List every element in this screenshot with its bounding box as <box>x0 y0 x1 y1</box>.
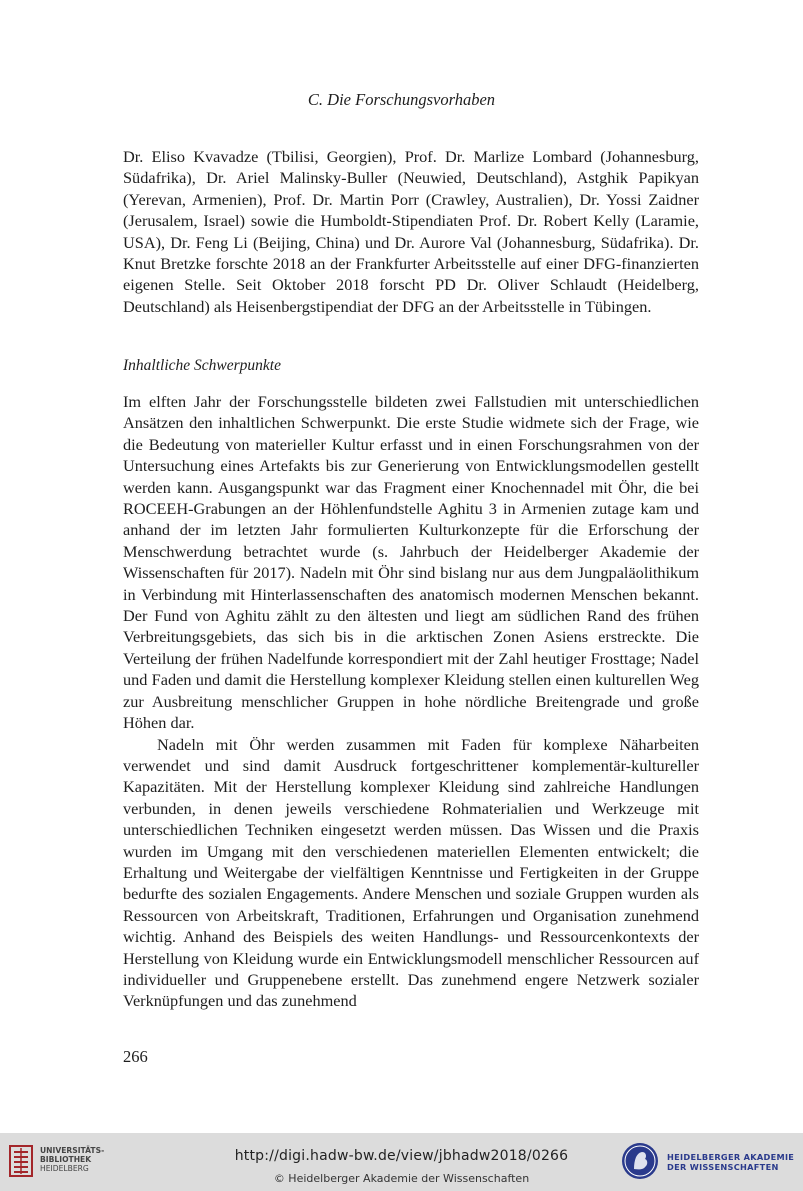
academy-seal-icon <box>620 1141 660 1181</box>
academy-logo[interactable] <box>620 1141 800 1183</box>
page-number: 266 <box>123 1047 148 1066</box>
paragraph: Im elften Jahr der Forschungsstelle bildeten zwei Fallstudien mit unterschiedlichen Ansätzen den inhaltlichen Schwerpunkt. Die erste Studie widmete sich der Frage, wie die Bedeutung von materieller Kultur erfasst und in einen Forschungsrahmen von der Untersuchung eines Artefakts bis zur Generierung von Entwicklungsmodellen gestellt werden kann. Ausgangspunkt war das Fragment einer Knochennadel mit Öhr, die bei ROCEEH-Grabungen an der Höhlenfundstelle Aghitu 3 in Armenien zutage kam und anhand der im letzten Jahr formulierten Kulturkonzepte für die Erforschung der Menschwerdung betrachtet wurde (s. Jahrbuch der Heidelberger Akademie der Wissenschaften für 2017). Nadeln mit Öhr sind bislang nur aus dem Jungpaläolithikum in Verbindung mit Hinterlassenschaften des anatomisch modernen Menschen bekannt. Der Fund von Aghitu zählt zu den ältesten und liegt am südlichen Rand des frühen Verbreitungsgebiets, das sich bis in die arktischen Zonen Asiens erstreckte. Die Verteilung der frühen Nadelfunde korrespondiert mit der Zahl heutiger Frosttage; Nadel und Faden und damit die Herstellung komplexer Kleidung stellen einen kulturellen Weg zur Ausbreitung menschlicher Gruppen in hohe nördliche Breitengrade und große Höhen dar. <box>123 392 699 733</box>
section-body <box>123 391 699 1012</box>
copyright-notice: © Heidelberger Akademie der Wissenschaften <box>273 1172 530 1185</box>
paragraph: Dr. Eliso Kvavadze (Tbilisi, Georgien), Prof. Dr. Marlize Lombard (Johannesburg, Südafrika), Dr. Ariel Malinsky-Buller (Neuwied, Deutschland), Astghik Papikyan (Yerevan, Armenien), Prof. Dr. Martin Porr (Crawley, Australien), Dr. Yossi Zaidner (Jerusalem, Israel) sowie die Humboldt-Stipendiaten Prof. Dr. Robert Kelly (Laramie, USA), Dr. Feng Li (Beijing, China) und Dr. Aurore Val (Johannesburg, Südafrika). Dr. Knut Bretzke forschte 2018 an der Frankfurter Arbeitsstelle auf einer DFG-finanzierten eigenen Stelle. Seit Oktober 2018 forscht PD Dr. Oliver Schlaudt (Heidelberg, Deutschland) als Heisenbergstipendiat der DFG an der Arbeitsstelle in Tübingen. <box>123 147 699 316</box>
library-name: UNIVERSITÄTS- BIBLIOTHEK HEIDELBERG <box>40 1146 105 1173</box>
document-url-link[interactable]: http://digi.hadw-bw.de/view/jbhadw2018/0266 <box>234 1148 569 1164</box>
academy-name: HEIDELBERGER AKADEMIE DER WISSENSCHAFTEN <box>667 1152 795 1172</box>
running-header: C. Die Forschungsvorhaben <box>307 90 496 109</box>
paragraph: Nadeln mit Öhr werden zusammen mit Faden für komplexe Näharbeiten verwendet und sind damit Ausdruck fortgeschrittener komplementär-kultureller Kapazitäten. Mit der Herstellung komplexer Kleidung sind zahlreiche Handlungen verbunden, in denen jeweils verschiedene Rohmaterialien und Werkzeuge mit unterschiedlichen Techniken eingesetzt werden müssen. Das Wissen und die Praxis wurden im Umgang mit den verschiedenen materiellen Elementen entwickelt; die Erhaltung und Weitergabe der vielfältigen Kenntnisse und Fertigkeiten in der Gruppe bedurfte des sozialen Engagements. Andere Menschen und soziale Gruppen wurden als Ressourcen von Arbeitskraft, Traditionen, Erfahrungen und Organisation zunehmend wichtig. Anhand des Beispiels des weiten Handlungs- und Ressourcenkontexts der Herstellung von Kleidung wurde ein Entwicklungsmodell menschlicher Ressourcen auf individueller und Gruppenebene erstellt. Das zunehmend engere Netzwerk sozialer Verknüpfungen und das zunehmend <box>123 734 699 1011</box>
intro-paragraph <box>123 146 699 317</box>
footer-bar <box>0 1133 803 1191</box>
section-heading: Inhaltliche Schwerpunkte <box>123 357 281 374</box>
